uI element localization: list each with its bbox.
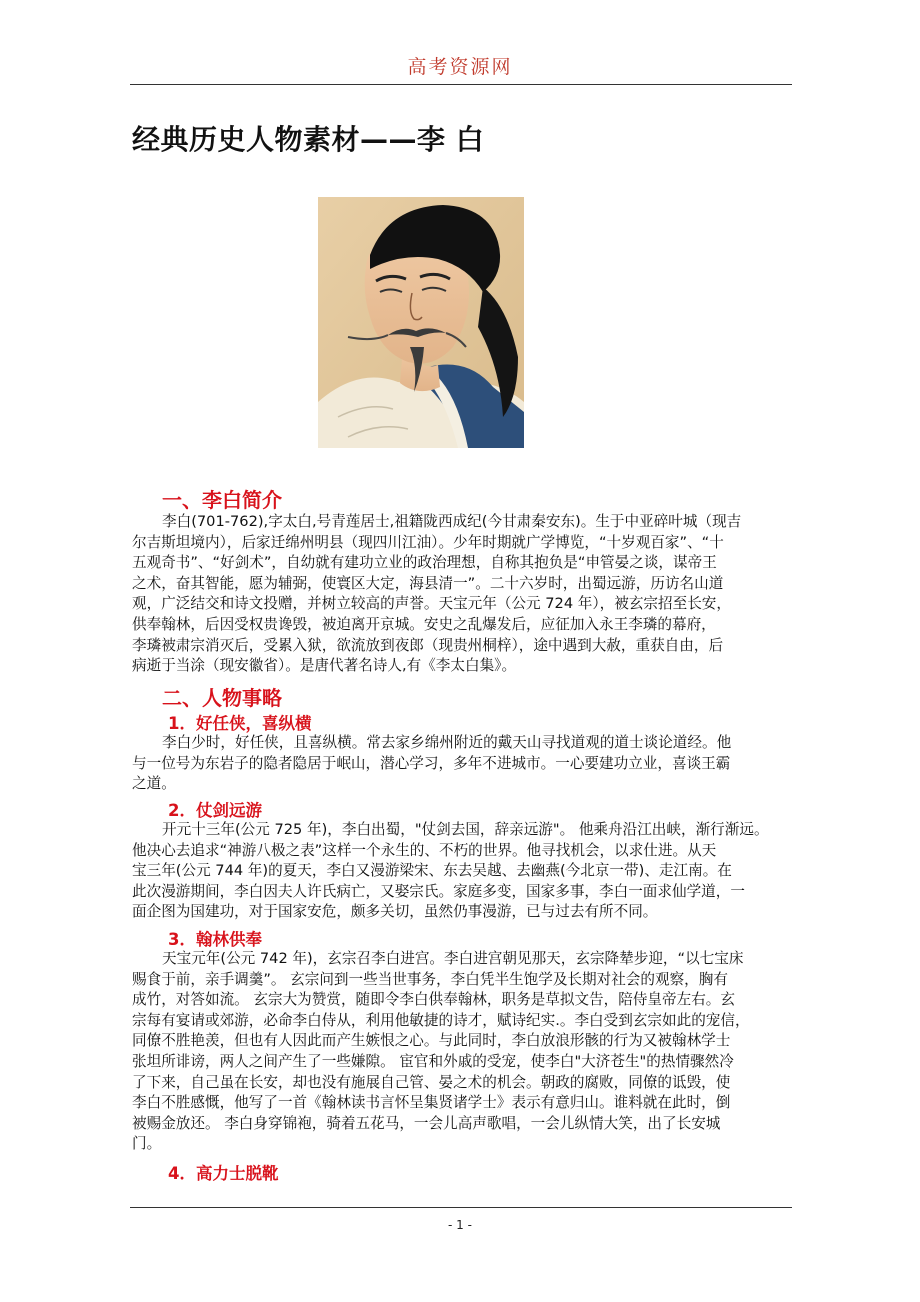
- paragraph-line: 之术，奋其智能，愿为辅弼，使寰区大定，海县清一”。二十六岁时，出蜀远游，历访名山道: [132, 574, 724, 592]
- paragraph-line: 天宝元年(公元 742 年)，玄宗召李白进宫。李白进宫朝见那天，玄宗降辇步迎，“以七宝床: [162, 950, 744, 967]
- paragraph-line: 五观奇书”、“好剑术”，自幼就有建功立业的政治理想，自称其抱负是“申管晏之谈，谋帝王: [132, 554, 717, 572]
- paragraph-line: 供奉翰林，后因受权贵谗毁，被迫离开京城。安史之乱爆发后，应征加入永王李璘的幕府，: [132, 615, 716, 633]
- site-header: 高考资源网: [407, 56, 513, 78]
- paragraph-line: 他决心去追求“神游八极之表”这样一个永生的、不朽的世界。他寻找机会，以求仕进。从天: [132, 841, 717, 859]
- paragraph-line: 张坦所诽谤，两人之间产生了一些嫌隙。 宦官和外戚的受宠，使李白"大济苍生"的热情骤然冷: [132, 1052, 734, 1070]
- paragraph-line: 李白不胜感慨，他写了一首《翰林读书言怀呈集贤诸学士》表示有意归山。谁料就在此时，倒: [132, 1094, 731, 1112]
- subsection-heading-1: 1．好任侠，喜纵横: [168, 714, 312, 733]
- intro-paragraph: [132, 512, 792, 677]
- paragraph-line: 此次漫游期间，李白因夫人许氏病亡，又娶宗氏。家庭多变，国家多事，李白一面求仙学道，一: [132, 882, 745, 900]
- page-title: 经典历史人物素材——李 白: [132, 123, 485, 156]
- section-heading-events: 二、人物事略: [162, 686, 282, 710]
- li-bai-portrait-image: [318, 197, 524, 448]
- paragraph-line: 成竹，对答如流。 玄宗大为赞赏，随即令李白供奉翰林，职务是草拟文告，陪侍皇帝左右。玄: [132, 991, 735, 1009]
- subsection-heading-4: 4．高力士脱靴: [168, 1164, 279, 1183]
- paragraph-line: 门。: [132, 1135, 162, 1153]
- paragraph-line: 开元十三年(公元 725 年)，李白出蜀，"仗剑去国，辞亲远游"。 他乘舟沿江出峡，渐行渐远。: [162, 821, 769, 838]
- paragraph-line: 李白(701-762),字太白,号青莲居士,祖籍陇西成纪(今甘肃秦安东)。生于中亚碎叶城（现吉: [162, 513, 742, 530]
- paragraph-line: 李白少时，好任侠，且喜纵横。常去家乡绵州附近的戴天山寻找道观的道士谈论道经。他: [162, 734, 732, 751]
- paragraph-line: 宗每有宴请或郊游，必命李白侍从，利用他敏捷的诗才，赋诗纪实.。李白受到玄宗如此的宠信，: [132, 1011, 750, 1029]
- page-number: - 1 -: [448, 1218, 472, 1232]
- subsection-heading-3: 3．翰林供奉: [168, 930, 262, 949]
- paragraph-line: 李璘被肃宗消灭后，受累入狱，欲流放到夜郎（现贵州桐梓），途中遇到大赦，重获自由，后: [132, 636, 724, 654]
- header-divider: [130, 84, 792, 85]
- section-heading-intro: 一、李白简介: [162, 488, 282, 512]
- paragraph-line: 赐食于前，亲手调羹”。 玄宗问到一些当世事务，李白凭半生饱学及长期对社会的观察，胸有: [132, 970, 728, 988]
- subsection-heading-2: 2．仗剑远游: [168, 801, 262, 820]
- paragraph-line: 被赐金放还。 李白身穿锦袍，骑着五花马，一会儿高声歌唱，一会儿纵情大笑，出了长安城: [132, 1114, 721, 1132]
- paragraph-line: 面企图为国建功，对于国家安危，颇多关切，虽然仍事漫游，已与过去有所不同。: [132, 903, 658, 921]
- paragraph-line: 观，广泛结交和诗文投赠，并树立较高的声誉。天宝元年（公元 724 年），被玄宗招至长安，: [132, 595, 731, 613]
- event-paragraph-2: [132, 820, 792, 923]
- paragraph-line: 了下来，自己虽在长安，却也没有施展自己管、晏之术的机会。朝政的腐败，同僚的诋毁，使: [132, 1073, 731, 1091]
- paragraph-line: 宝三年(公元 744 年)的夏天，李白又漫游梁宋、东去吴越、去幽燕(今北京一带)、走江南。在: [132, 862, 732, 880]
- paragraph-line: 与一位号为东岩子的隐者隐居于岷山，潜心学习，多年不进城市。一心要建功立业，喜谈王霸: [132, 754, 731, 772]
- paragraph-line: 尔吉斯坦境内），后家迁绵州明县（现四川江油）。少年时期就广学博览，“十岁观百家”、“十: [132, 533, 724, 551]
- paragraph-line: 之道。: [132, 775, 176, 793]
- paragraph-line: 病逝于当涂（现安徽省）。是唐代著名诗人,有《李太白集》。: [132, 657, 517, 675]
- footer-divider: [130, 1207, 792, 1208]
- event-paragraph-3: [132, 949, 792, 1155]
- event-paragraph-1: [132, 733, 792, 795]
- paragraph-line: 同僚不胜艳羡，但也有人因此而产生嫉恨之心。与此同时，李白放浪形骸的行为又被翰林学士: [132, 1032, 731, 1050]
